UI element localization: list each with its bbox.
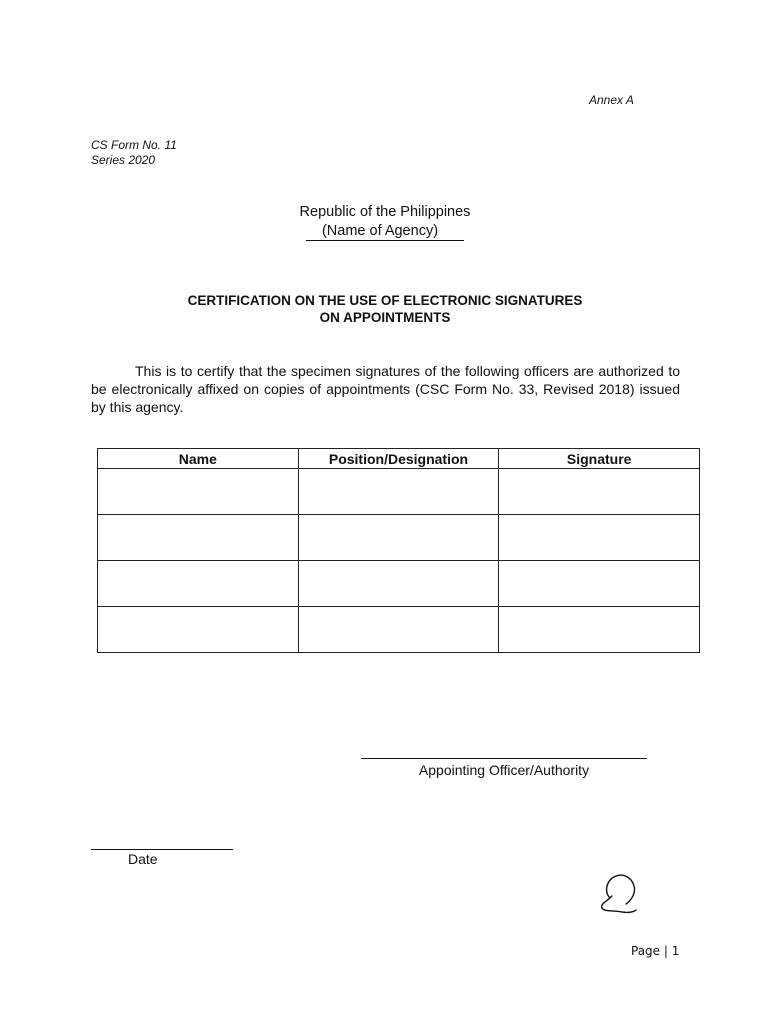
- name-cell: [98, 607, 299, 653]
- signature-cell: [499, 515, 700, 561]
- name-cell: [98, 561, 299, 607]
- table-row: [98, 607, 700, 653]
- appointing-officer-label: Appointing Officer/Authority: [418, 762, 590, 778]
- form-series: Series 2020: [91, 153, 156, 167]
- officers-table: [97, 448, 700, 653]
- handwritten-initials: [596, 870, 642, 916]
- position-cell: [298, 515, 499, 561]
- date-label: Date: [128, 851, 158, 867]
- column-header-signature: Signature: [499, 449, 700, 469]
- position-cell: [298, 469, 499, 515]
- agency-heading: [0, 203, 770, 241]
- signature-line: [361, 744, 647, 759]
- page-number: Page | 1: [631, 944, 680, 958]
- agency-name-placeholder: (Name of Agency): [306, 223, 464, 241]
- form-number: CS Form No. 11: [91, 138, 177, 152]
- annex-label: Annex A: [589, 93, 634, 107]
- name-cell: [98, 469, 299, 515]
- table-row: [98, 469, 700, 515]
- column-header-name: Name: [98, 449, 299, 469]
- date-line: [91, 835, 233, 850]
- signature-cell: [499, 469, 700, 515]
- title-line-2: ON APPOINTMENTS: [319, 310, 451, 325]
- document-title: [0, 292, 770, 326]
- title-line-1: CERTIFICATION ON THE USE OF ELECTRONIC SIGNATURES: [187, 293, 583, 308]
- table-row: [98, 515, 700, 561]
- table-header-row: [98, 449, 700, 469]
- column-header-position: Position/Designation: [298, 449, 499, 469]
- signature-cell: [499, 561, 700, 607]
- signature-cell: [499, 607, 700, 653]
- certification-paragraph: This is to certify that the specimen signatures of the following officers are authorized to be electronically affixed on copies of appointments (CSC Form No. 33, Revised 2018) issued by this agency.: [91, 363, 680, 415]
- name-cell: [98, 515, 299, 561]
- republic-line: Republic of the Philippines: [299, 204, 471, 220]
- position-cell: [298, 607, 499, 653]
- table-row: [98, 561, 700, 607]
- form-identifier: [91, 138, 177, 168]
- position-cell: [298, 561, 499, 607]
